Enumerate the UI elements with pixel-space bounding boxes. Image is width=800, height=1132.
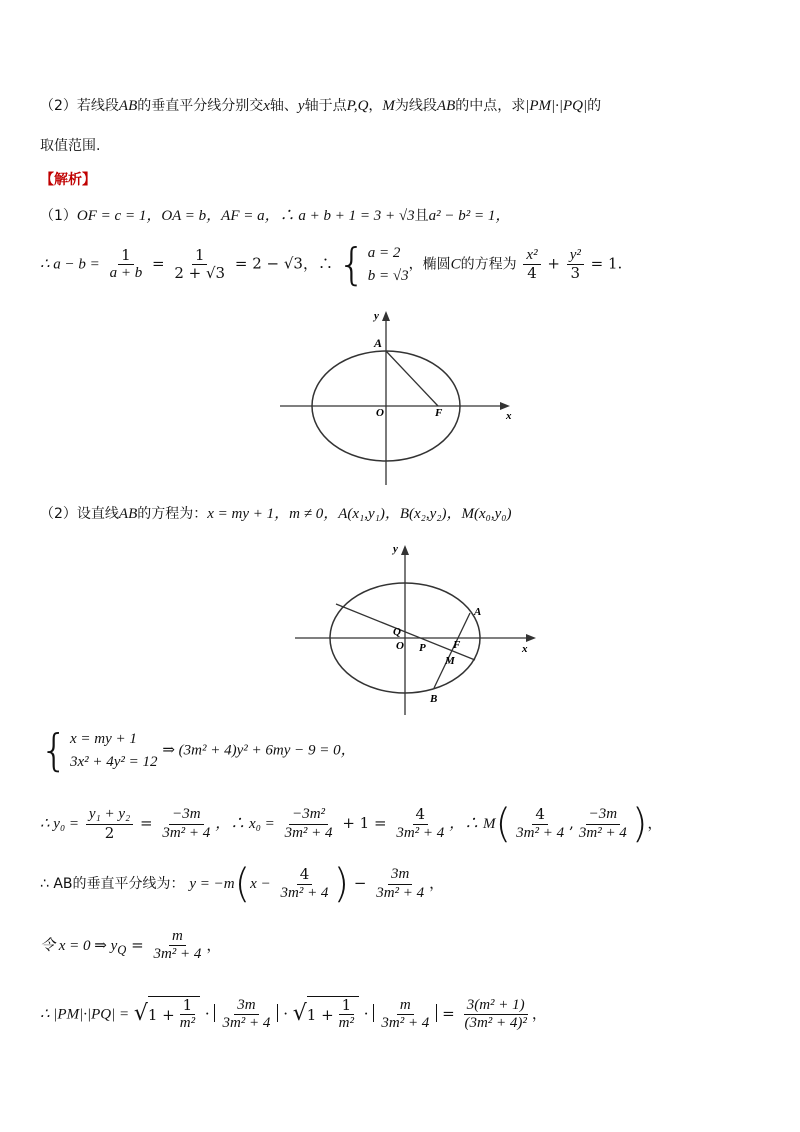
x-axis-arrow [526, 634, 536, 642]
equation-system: { x = my + 1 3x² + 4y² = 12 [40, 724, 158, 776]
fraction: $\frac{\text{y₁ + y₂}}{2}$ [86, 806, 133, 842]
label-x: x [522, 643, 528, 655]
fraction: $\frac{1}{a + b}$ [109, 245, 143, 281]
let-line: 令 x = 0 ⇒ $y_Q$ = $\frac{m}{\text{3m² + 4}}$ ， [40, 928, 222, 963]
label-o: O [396, 640, 404, 652]
fraction: $\frac{3m}{\text{3m² + 4}}$ [222, 996, 271, 1031]
absolute-value [214, 996, 278, 1031]
label-y: y [393, 543, 398, 555]
label-f: F [453, 639, 461, 651]
label-b: B [430, 693, 438, 705]
fraction: $\frac{-3m}{\text{3m² + 4}}$ [162, 806, 211, 841]
part1-line-2: ∴ a − b = $\frac{1}{a + b}$ = $\frac{1}{2 + √3}$ = 2 − √3，∴ { a = 2 b = √3 ，椭圆C的方程为 $\frac{\text{x²}}{4}$ + $\frac{\text{y²}}{3}$ = 1. [40, 238, 623, 290]
fraction: $\frac{\text{y²}}{3}$ [567, 247, 584, 283]
fraction: $\frac{1}{2 + √3}$ [174, 245, 226, 282]
fraction: $\frac{\text{3(m² + 1)}}{\text{(3m² + 4)²}}$ [464, 996, 527, 1031]
ellipse-figure-1 [270, 305, 520, 490]
label-p: P [419, 642, 426, 654]
ellipse-figure-2 [290, 540, 545, 715]
fraction: $\frac{-3m}{\text{3m² + 4}}$ [578, 806, 627, 841]
solution-tag: 【解析】 [40, 172, 96, 188]
y0-line: ∴ y₀ = $\frac{\text{y₁ + y₂}}{2}$ = $\frac{-3m}{\text{3m² + 4}}$ ，∴ x₀ = $\frac{\text{−3m²}}{\text{3m² + 4}}$ + 1 = $\frac{4}{\text{3m² + 4}}$ ，∴ M( $\frac{4}{\text{3m² + 4}}$ , $\frac{-3m}{\text{3m² + 4}}$ )， [40, 801, 663, 847]
x-axis-arrow [500, 402, 510, 410]
problem-line-1: （2）若线段AB的垂直平分线分别交x轴、y轴于点P,Q，M为线段AB的中点，求|PM|·|PQ|的 [40, 98, 602, 114]
system-line: { x = my + 1 3x² + 4y² = 12 ⇒ (3m² + 4)y² + 6my − 9 = 0， [40, 724, 356, 776]
label-a: A [474, 606, 482, 618]
fraction: $\frac{\text{x²}}{4}$ [523, 247, 540, 283]
fraction: $\frac{4}{\text{3m² + 4}}$ [396, 805, 445, 841]
label-o: O [376, 407, 384, 419]
fraction: $\frac{1}{\text{m²}}$ [179, 996, 196, 1032]
label-f: F [435, 407, 443, 419]
part2-line: （2）设直线AB的方程为：x = my + 1，m ≠ 0，A(x₁,y₁)，B(x₂,y₂)，M(x₀,y₀) [40, 506, 512, 522]
bisector-line: ∴ AB的垂直平分线为： y = −m(x − $\frac{4}{\text{3m² + 4}}$ ) − $\frac{3m}{\text{3m² + 4}}$ ， [40, 861, 445, 907]
label-m: M [445, 655, 455, 667]
problem-line-2: 取值范围. [40, 138, 101, 154]
fraction: $\frac{4}{\text{3m² + 4}}$ [516, 805, 565, 841]
label-x: x [506, 410, 512, 422]
y-axis-arrow [382, 311, 390, 321]
segment-af [386, 351, 438, 406]
y-axis-arrow [401, 545, 409, 555]
fraction: $\frac{\text{−3m²}}{\text{3m² + 4}}$ [284, 806, 333, 841]
final-line: ∴ |PM|·|PQ| = √ 1 + $\frac{1}{\text{m²}}$ · $\frac{3m}{\text{3m² + 4}}$ · √ 1 + $\frac{1}{\text{m²}}$ · $\frac{m}{\text{3m² + 4}}$ = $\frac{\text{3(m² + 1)}}{\text{(3m² + 4)²}}$ ， [40, 996, 547, 1032]
label-y: y [374, 310, 379, 322]
fraction: $\frac{3m}{\text{3m² + 4}}$ [376, 866, 425, 901]
label-q: Q [393, 626, 401, 638]
absolute-value [373, 996, 437, 1031]
fraction: $\frac{4}{\text{3m² + 4}}$ [280, 865, 329, 901]
label-a: A [374, 336, 383, 350]
fraction: $\frac{m}{\text{3m² + 4}}$ [153, 928, 202, 963]
part1-line-1: （1）OF = c = 1，OA = b，AF = a，∴ a + b + 1 = 3 + √3且a² − b² = 1， [40, 208, 511, 224]
fraction: $\frac{1}{\text{m²}}$ [338, 996, 355, 1032]
equation-system: { a = 2 b = √3 [337, 238, 409, 290]
fraction: $\frac{m}{\text{3m² + 4}}$ [381, 996, 430, 1031]
